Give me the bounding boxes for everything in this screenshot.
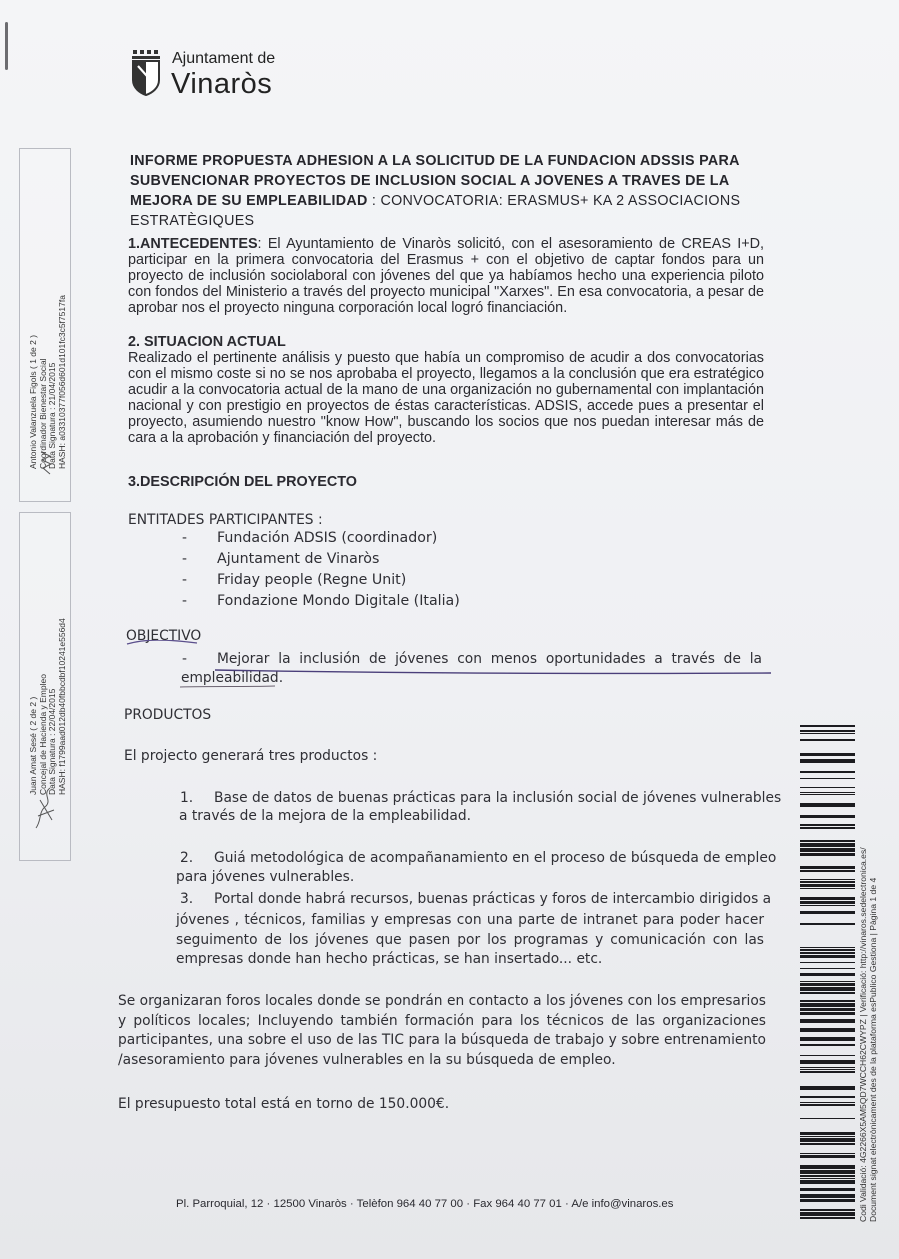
productos-label: PRODUCTOS	[124, 707, 212, 723]
barcode-bar	[800, 1104, 855, 1106]
signature-line: HASH: f1799aad012db40fbbcdbf10241e556d4	[56, 618, 67, 795]
signature-line: Data Signatura : 22/04/2015	[47, 688, 57, 795]
producto-number: 3.	[180, 891, 194, 907]
validation-line1: Codi Validació: 4G2266X5AM5QD7WCCH62CWYPZ | Verificació: http://vinaros.sedelectronica.es/	[858, 847, 868, 1222]
entidad-item: Ajuntament de Vinaròs	[217, 551, 380, 567]
producto-rest: jóvenes , técnicos, familias y empresas con una parte de intranet para poder hacer seguimento de los jóvenes que pasen por los programas y comunicación con las empresas donde han hecho prácticas, se han insertado... etc.	[176, 912, 764, 967]
barcode-bar	[800, 840, 855, 842]
entidad-item: Friday people (Regne Unit)	[217, 572, 407, 588]
signature-scribble-icon	[38, 450, 54, 476]
barcode-bar	[800, 1217, 855, 1219]
document-title	[130, 151, 770, 231]
title-main: INFORME PROPUESTA ADHESION A LA SOLICITUD DE LA FUNDACION ADSSIS PARA SUBVENCIONAR PROYECTOS DE INCLUSION SOCIAL A JOVENES A TRAVES DE LA MEJORA DE SU EMPLEABILIDAD	[130, 153, 740, 209]
barcode-bar	[800, 803, 855, 807]
barcode-bar	[800, 911, 855, 914]
barcode-bar	[800, 794, 855, 795]
entidad-dash: -	[182, 572, 187, 588]
objetivo-line2: empleabilidad.	[181, 670, 284, 686]
barcode-bar	[800, 901, 855, 904]
objetivo-dash: -	[182, 651, 187, 667]
barcode-icon	[800, 725, 855, 1225]
descripcion-heading: 3.DESCRIPCIÓN DEL PROYECTO	[128, 474, 357, 490]
barcode-bar	[800, 824, 855, 826]
producto-rest: a través de la mejora de la empleabilidad.	[179, 808, 472, 824]
barcode-bar	[800, 1165, 855, 1169]
presupuesto-text: El presupuesto total está en torno de 150.000€.	[118, 1096, 450, 1112]
barcode-bar	[800, 968, 855, 969]
barcode-bar	[800, 1170, 855, 1174]
barcode-bar	[800, 1071, 855, 1073]
coat-of-arms-icon	[130, 50, 162, 96]
barcode-bar	[800, 730, 855, 732]
productos-intro: El projecto generará tres productos :	[124, 748, 378, 764]
barcode-bar	[800, 949, 855, 951]
barcode-bar	[800, 1060, 855, 1064]
barcode-bar	[800, 1012, 855, 1015]
validation-line2: Document signat electrònicament des de la plataforma esPublico Gestiona | Pàgina 1 de 4	[868, 877, 878, 1222]
signature-stamp-1	[19, 148, 71, 502]
producto-number: 2.	[180, 850, 194, 866]
barcode-bar	[800, 1102, 855, 1103]
section-situacion	[128, 334, 764, 446]
barcode-bar	[800, 1155, 855, 1158]
barcode-bar	[800, 952, 855, 954]
situacion-text: Realizado el pertinente análisis y puesto que había un compromiso de acudir a dos convocatorias con el mismo coste si no se nos aprobaba el proyecto, llegamos a la conclusión que era estratégico acudir a la convocatoria actual de la mano de una organización no gubernamental con implantación nacional y con prestigio en proyectos de éstas características. ADSIS, accede pues a presentar el proyecto, asumiendo nuestro "know How", buscando los socios que nos puedan interesar más de cara a la aprobación y financiación del proyecto.	[128, 350, 764, 446]
signature-2-text	[29, 618, 67, 795]
barcode-bar	[800, 1019, 855, 1023]
barcode-bar	[800, 1175, 855, 1177]
barcode-bar	[800, 1138, 855, 1142]
objetivo-label: OBJECTIVO	[126, 628, 202, 644]
signature-line: Antonio Valanzuela Figols ( 1 de 2 )	[28, 334, 38, 469]
barcode-bar	[800, 1037, 855, 1041]
barcode-bar	[800, 897, 855, 900]
barcode-bar	[800, 1143, 855, 1145]
barcode-bar	[800, 881, 855, 883]
barcode-bar	[800, 815, 855, 818]
barcode-bar	[800, 733, 855, 734]
barcode-bar	[800, 1180, 855, 1184]
barcode-bar	[800, 1178, 855, 1179]
barcode-bar	[800, 947, 855, 948]
barcode-bar	[800, 848, 855, 852]
entidad-item: Fundación ADSIS (coordinador)	[217, 530, 438, 546]
signature-line: Concejal de Hacienda y Empleo	[37, 674, 48, 795]
signature-line: HASH: a03310377f056d601d101fc3c5f7517fa	[56, 295, 67, 469]
barcode-bar	[800, 1086, 855, 1090]
producto-rest: para jóvenes vulnerables.	[176, 869, 355, 885]
barcode-bar	[800, 792, 855, 793]
barcode-bar	[800, 1067, 855, 1068]
barcode-bar	[800, 1153, 855, 1154]
antecedentes-text: : El Ayuntamiento de Vinaròs solicitó, con el asesoramiento de CREAS I+D, participar en la primera convocatoria del Erasmus + con el objetivo de captar fondos para un proyecto de inclusión sociolaboral con jóvenes del que ya habíamos hecho una experiencia piloto con fondos del Ministerio a través del proyecto municipal "Xarxes". En esa convocatoria, a pesar de aprobar nos el proyecto ninguna corporación local logró financiación.	[128, 236, 764, 316]
barcode-bar	[800, 853, 855, 856]
barcode-bar	[800, 1000, 855, 1002]
barcode-bar	[800, 1044, 855, 1046]
barcode-bar	[800, 771, 855, 773]
signature-line: Data Signatura : 21/04/2015	[47, 362, 57, 469]
barcode-bar	[800, 962, 855, 963]
entidad-dash: -	[182, 593, 187, 609]
barcode-bar	[800, 827, 855, 829]
barcode-bar	[800, 778, 855, 779]
barcode-bar	[800, 888, 855, 889]
handwritten-underline	[125, 640, 775, 690]
barcode-bar	[800, 1003, 855, 1007]
barcode-bar	[800, 987, 855, 991]
barcode-bar	[800, 1132, 855, 1135]
barcode-bar	[800, 1118, 855, 1119]
barcode-bar	[800, 870, 855, 872]
antecedentes-heading: 1.ANTECEDENTES	[128, 236, 258, 252]
barcode-bar	[800, 1055, 855, 1056]
entidad-dash: -	[182, 530, 187, 546]
barcode-bar	[800, 1028, 855, 1032]
signature-line: Coordinador Bienestar Social	[37, 358, 48, 469]
logo-text-vinaros: Vinaròs	[171, 68, 273, 100]
producto-number: 1.	[180, 790, 194, 806]
entidad-dash: -	[182, 551, 187, 567]
barcode-bar	[800, 879, 855, 880]
producto-line1: Guiá metodológica de acompañanamiento en el proceso de búsqueda de empleo	[214, 850, 777, 866]
barcode-bar	[800, 983, 855, 986]
producto-line1: Base de datos de buenas prácticas para la inclusión social de jóvenes vulnerables	[214, 790, 782, 806]
barcode-bar	[800, 725, 855, 727]
barcode-bar	[800, 973, 855, 976]
objetivo-line1: Mejorar la inclusión de jóvenes con menos oportunidades a través de la	[217, 651, 762, 667]
barcode-bar	[800, 1199, 855, 1202]
binder-mark	[5, 22, 8, 70]
barcode-bar	[800, 981, 855, 982]
barcode-bar	[800, 1136, 855, 1137]
entidades-label: ENTITADES PARTICIPANTES :	[128, 512, 323, 528]
validation-text	[858, 847, 878, 1222]
barcode-bar	[800, 739, 855, 741]
situacion-heading: 2. SITUACION ACTUAL	[128, 334, 286, 350]
title-convocatoria: : CONVOCATORIA: ERASMUS+ KA 2 ASSOCIACIONS ESTRATÈGIQUES	[130, 193, 741, 229]
page-footer: Pl. Parroquial, 12 · 12500 Vinaròs · Telèfon 964 40 77 00 · Fax 964 40 77 01 · A/e info@vinaros.es	[176, 1198, 674, 1210]
entidad-item: Fondazione Mondo Digitale (Italia)	[217, 593, 460, 609]
barcode-bar	[800, 1069, 855, 1070]
barcode-bar	[800, 923, 855, 925]
barcode-bar	[800, 1008, 855, 1011]
barcode-bar	[800, 843, 855, 847]
barcode-bar	[800, 753, 855, 756]
signature-line: Juan Amat Sesé ( 2 de 2 )	[28, 696, 38, 795]
barcode-bar	[800, 1188, 855, 1191]
barcode-bar	[800, 884, 855, 887]
barcode-bar	[800, 1096, 855, 1098]
barcode-bar	[800, 759, 855, 763]
barcode-bar	[800, 905, 855, 906]
barcode-bar	[800, 955, 855, 958]
barcode-bar	[800, 1212, 855, 1216]
producto-line1: Portal donde habrá recursos, buenas prácticas y foros de intercambio dirigidos a	[214, 891, 772, 907]
signature-scribble-icon	[32, 780, 58, 832]
barcode-bar	[800, 866, 855, 869]
barcode-bar	[800, 1209, 855, 1211]
section-antecedentes	[128, 236, 764, 316]
barcode-bar	[800, 1194, 855, 1198]
logo-text-ajuntament: Ajuntament de	[172, 50, 276, 67]
signature-1-text	[29, 295, 67, 469]
foros-paragraph: Se organizaran foros locales donde se pondrán en contacto a los jóvenes con los empresarios y políticos locales; Incluyendo también formación para los técnicos de las organizaciones participantes, una sobre el uso de las TIC para la búsqueda de trabajo y sobre entrenamiento /asesoramiento para jóvenes vulnerables en la su búsqueda de empleo.	[118, 993, 766, 1068]
barcode-bar	[800, 787, 855, 788]
barcode-bar	[800, 992, 855, 994]
